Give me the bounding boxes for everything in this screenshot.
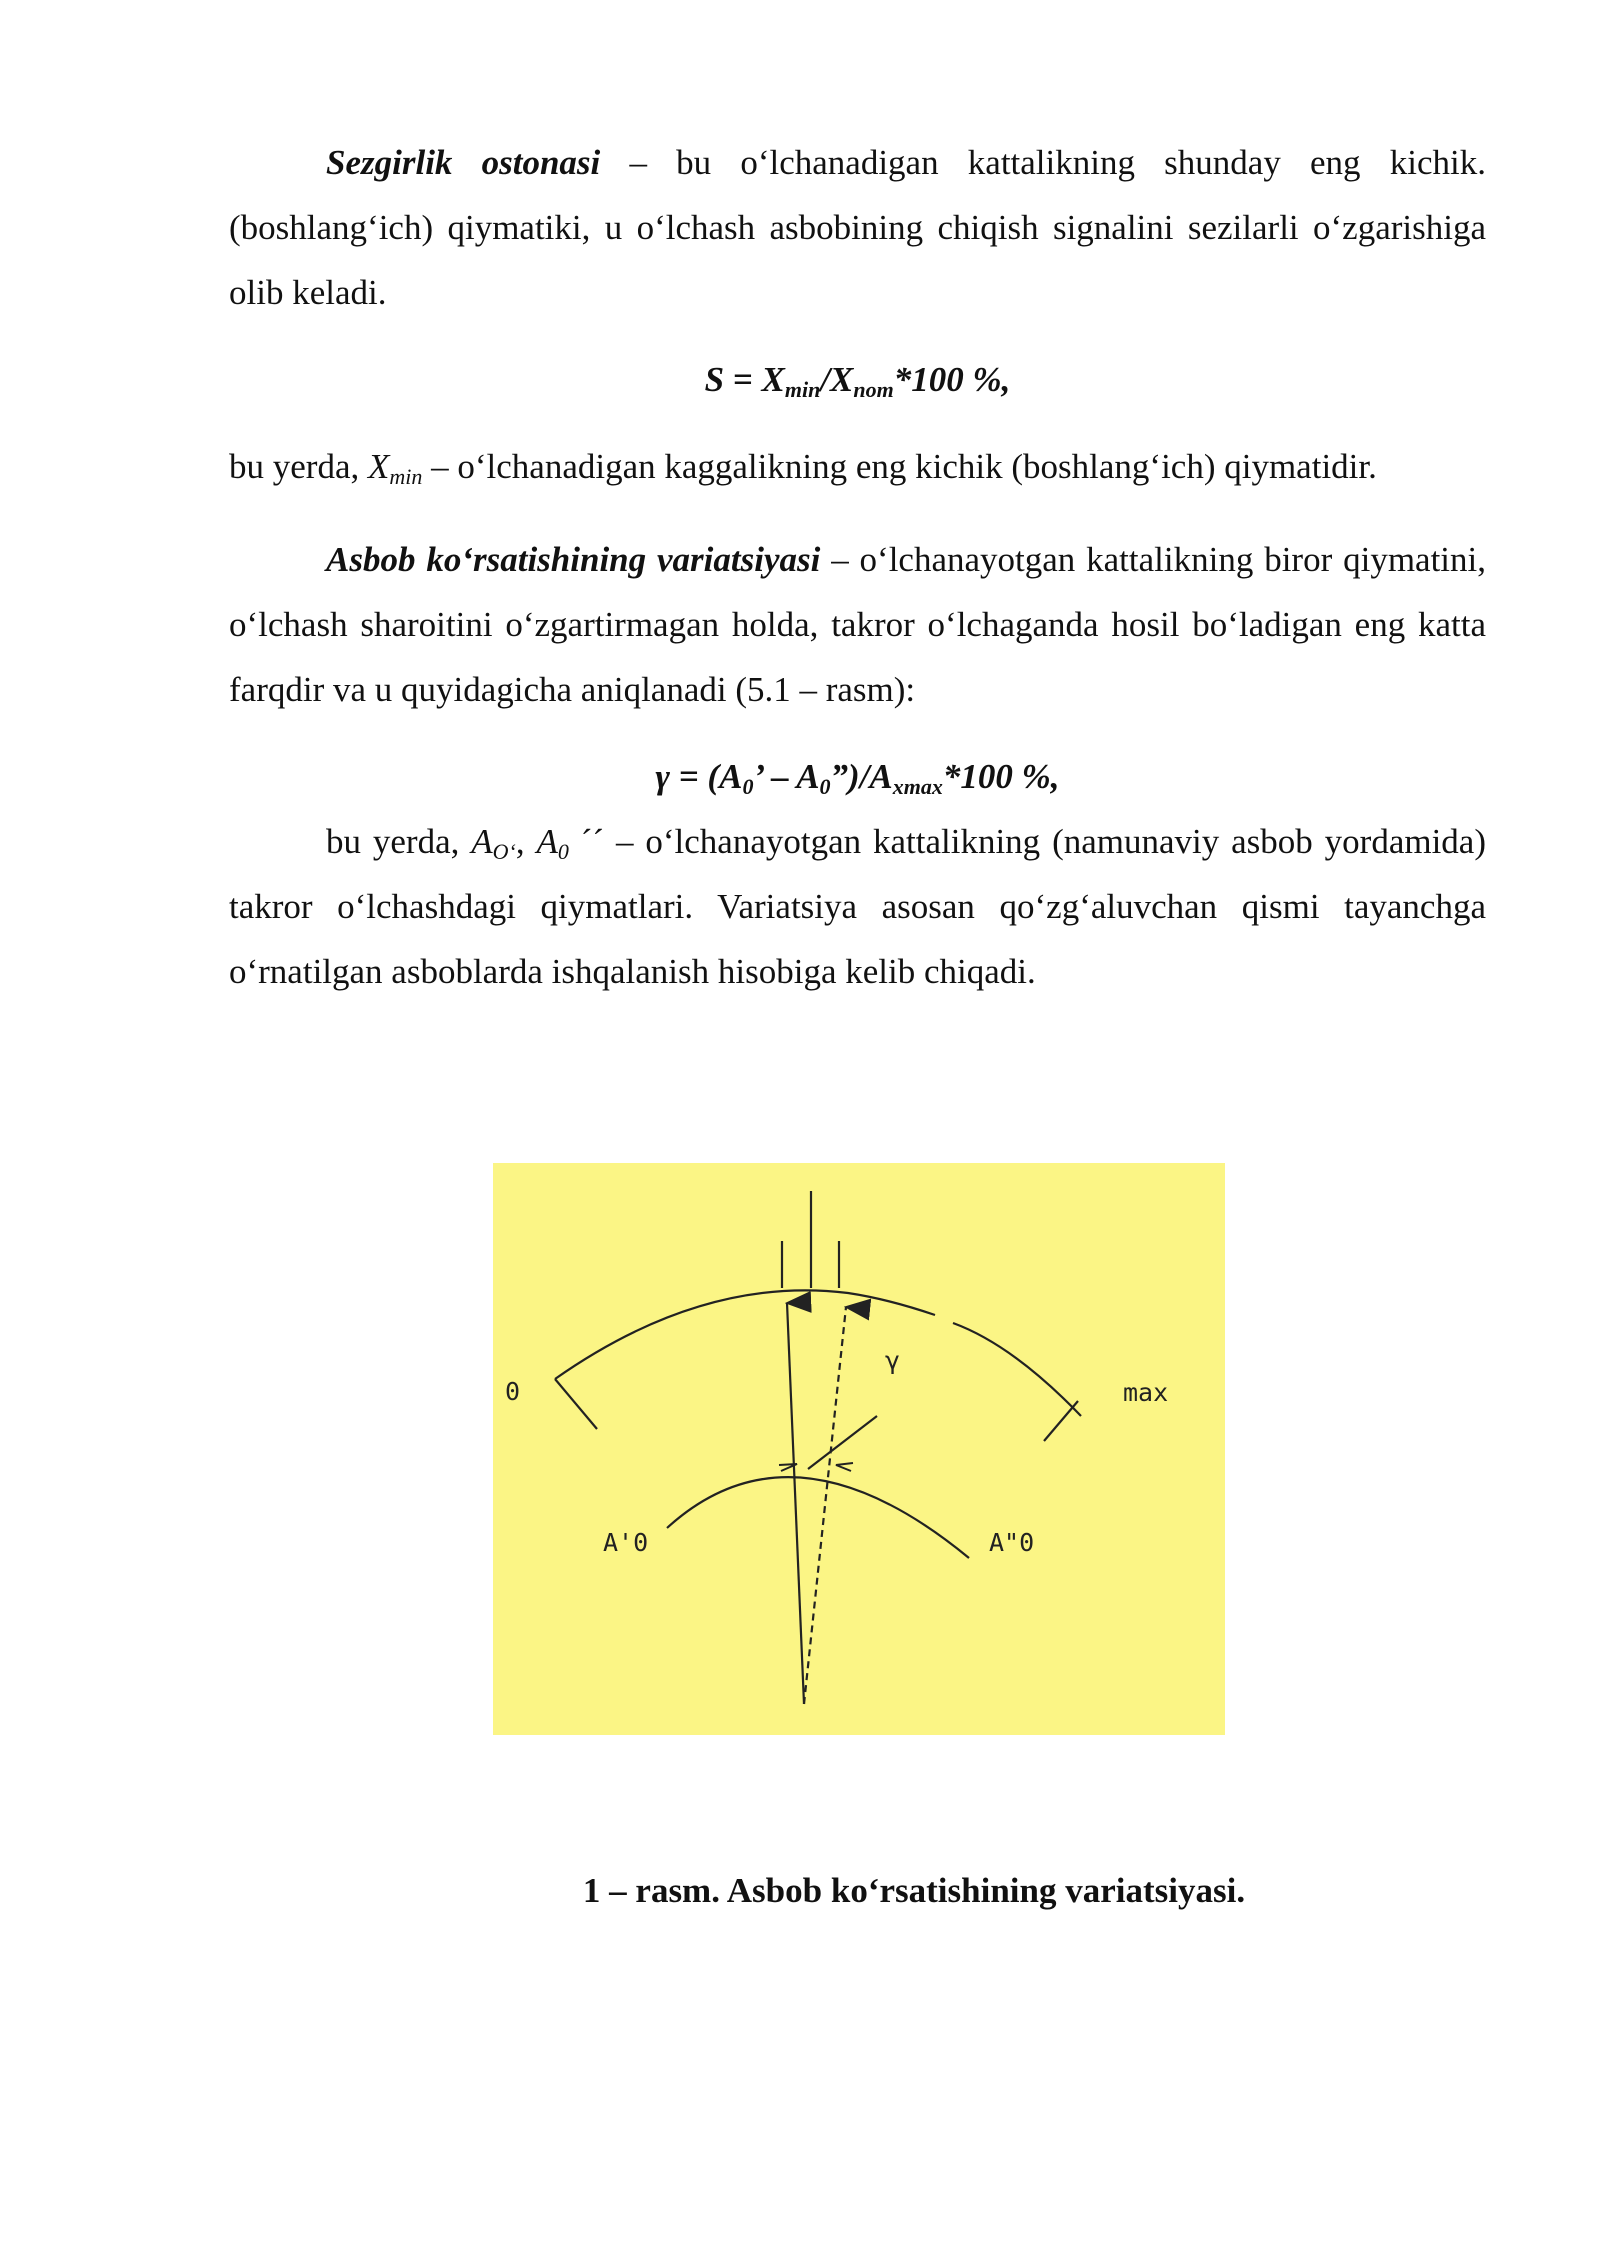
term-sensitivity-threshold: Sezgirlik ostonasi (326, 143, 601, 182)
label-gamma: γ (885, 1346, 901, 1375)
max-tick (1044, 1401, 1078, 1441)
scale-arc-end (953, 1323, 1081, 1416)
term-variation: Asbob ko‘rsatishining variatsiyasi (326, 540, 821, 579)
scale-arc (555, 1290, 935, 1379)
gamma-leader (808, 1416, 877, 1469)
label-max: max (1123, 1378, 1169, 1407)
variation-diagram (493, 1163, 1225, 1735)
paragraph-text: – bu o‘lchanadigan kattalikning shunday eng kichik. (boshlang‘ich) qiymatiki, u o‘lchash asbobining chiqish signalini sezilarli o‘zgarishiga olib keladi. (229, 143, 1486, 312)
inner-arc (667, 1477, 969, 1558)
figure-caption: 1 – rasm. Asbob ko‘rsatishining variatsiyasi. (582, 1871, 1246, 1910)
formula-sensitivity: $S = X_{min}/X_{nom}*100$ %, (704, 360, 1011, 402)
paragraph-text: – o‘lchanayotgan kattalikning biror qiymatini, o‘lchash sharoitini o‘zgartirmagan holda, takror o‘lchaganda hosil bo‘ladigan eng katta farqdir va u quyidagicha aniqlanadi (5.1 – rasm): (229, 540, 1486, 709)
label-a-prime: A'0 (603, 1528, 649, 1557)
paragraph-sensitivity-threshold (229, 130, 1486, 325)
paragraph-repeated-values: bu yerda, $A_{O‘}$, $A_0$ ´´ – o‘lchanayotgan kattalikning (namunaviy asbob yordamida) takror o‘lchashdagi qiymatlari. Variatsiya asosan qo‘zg‘aluvchan qismi tayanchga o‘rnatilgan asboblarda ishqalanish hisobiga kelib chiqadi. (229, 822, 1486, 991)
document-body (229, 130, 1486, 1004)
pointer-dashed (804, 1307, 846, 1704)
label-zero: 0 (505, 1377, 521, 1406)
zero-tick (555, 1379, 597, 1429)
paragraph-variation (229, 527, 1486, 722)
formula-variation: $\gamma = (A_0$’ – $A_0”)/A_{xmax}*100$ %, (655, 757, 1060, 799)
pointer-solid (787, 1303, 804, 1704)
variable-x: X (367, 447, 390, 486)
paragraph-xmin-definition: bu yerda, $X_{min}$ – o‘lchanadigan kaggalikning eng kichik (boshlang‘ich) qiymatidir. (229, 447, 1377, 489)
label-a-double-prime: A"0 (989, 1528, 1035, 1557)
angle-arrow-right (836, 1463, 853, 1471)
